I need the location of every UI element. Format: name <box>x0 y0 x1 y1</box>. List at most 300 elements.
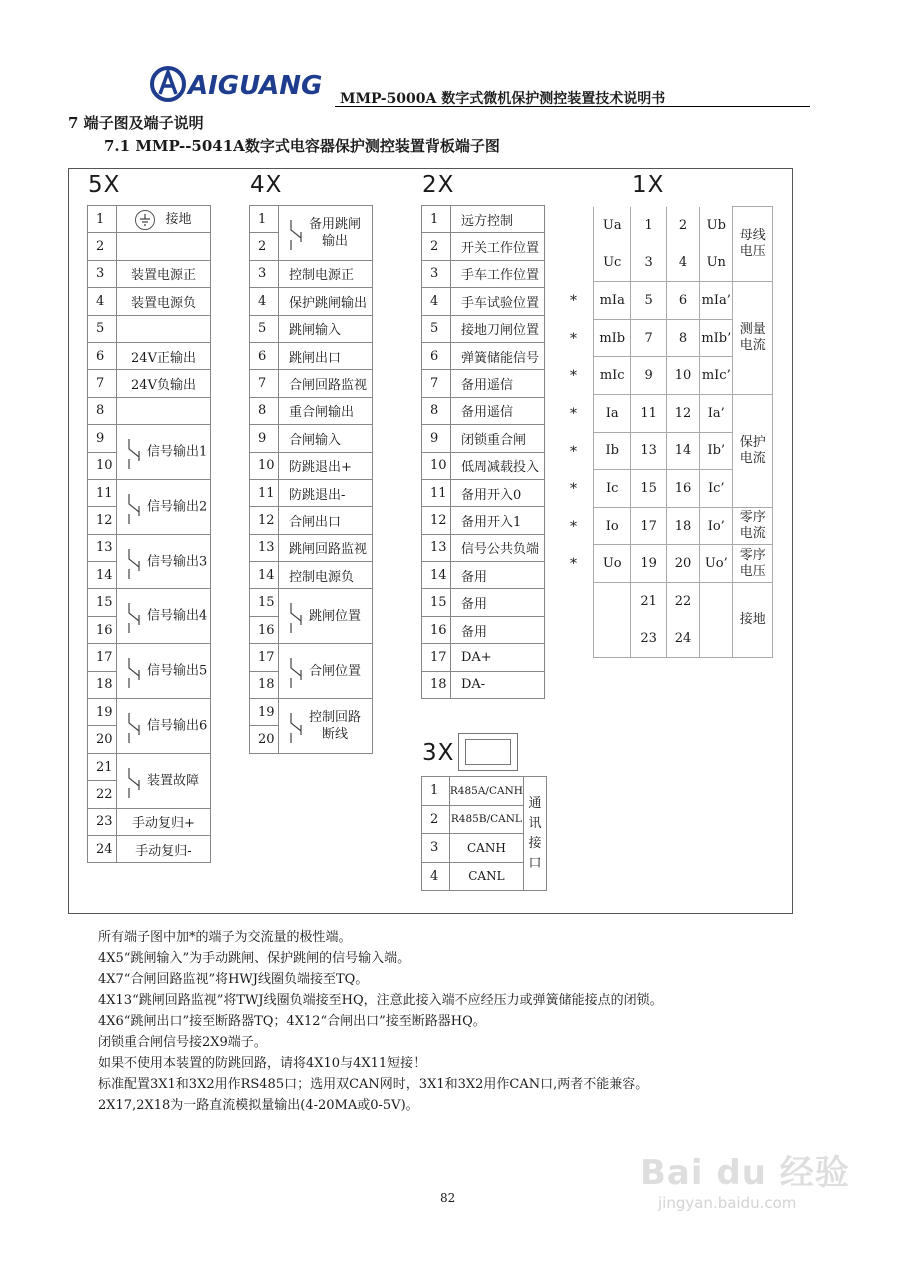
terminal-number: 23 <box>88 808 117 835</box>
terminal-row <box>250 260 373 287</box>
terminal-row <box>422 260 545 287</box>
terminal-number: 9 <box>250 425 279 452</box>
terminal-number: 19 <box>88 699 117 726</box>
terminal-label-text: 装置故障 <box>147 773 200 789</box>
terminal-label <box>117 206 211 233</box>
signal-group-line2: 电流 <box>739 526 766 542</box>
terminal-row <box>594 394 773 432</box>
terminal-label: 手动复归- <box>117 835 211 862</box>
terminal-number: 1 <box>422 206 451 233</box>
block-1x-table <box>593 206 773 658</box>
terminal-number: 4 <box>88 288 117 315</box>
signal-left: Io <box>594 507 631 545</box>
terminal-row <box>88 835 211 862</box>
block-1x-title: 1X <box>632 172 665 198</box>
terminal-row <box>422 370 545 397</box>
terminal-number: 24 <box>88 835 117 862</box>
terminal-row <box>88 479 211 506</box>
terminal-number: 8 <box>88 397 117 424</box>
relay-contact-icon <box>289 711 305 741</box>
terminal-row <box>422 397 545 424</box>
terminal-row <box>422 315 545 342</box>
terminal-label: 保护跳闸输出 <box>279 288 373 315</box>
terminal-label: 防跳退出- <box>279 479 373 506</box>
terminal-number-b: 2 <box>666 207 699 245</box>
watermark-url: jingyan.baidu.com <box>658 1194 797 1212</box>
terminal-label: 备用 <box>451 589 545 616</box>
terminal-row <box>422 342 545 369</box>
terminal-row <box>88 397 211 424</box>
relay-contact-icon <box>289 218 305 248</box>
terminal-row <box>250 342 373 369</box>
terminal-label: 24V正输出 <box>117 342 211 369</box>
comm-port-label-char: 接 <box>528 835 542 851</box>
signal-left: mIa <box>594 282 631 320</box>
terminal-label <box>117 233 211 260</box>
terminal-row <box>422 616 545 643</box>
terminal-label: 装置电源负 <box>117 288 211 315</box>
terminal-row <box>250 534 373 561</box>
signal-right: mIa’ <box>700 282 733 320</box>
signal-group-line2: 电压 <box>739 244 766 260</box>
terminal-number-a: 1 <box>631 207 666 245</box>
signal-group-line1: 保护 <box>739 434 766 450</box>
terminal-row <box>250 425 373 452</box>
terminal-number-a: 11 <box>631 394 666 432</box>
terminal-row <box>594 582 773 620</box>
terminal-label: 跳闸输入 <box>279 315 373 342</box>
terminal-number: 12 <box>250 507 279 534</box>
signal-group-line2: 电流 <box>739 338 766 354</box>
terminal-label <box>117 397 211 424</box>
terminal-label: 重合闸输出 <box>279 397 373 424</box>
terminal-number: 11 <box>422 479 451 506</box>
signal-left: mIc <box>594 357 631 395</box>
terminal-number-b: 22 <box>666 582 699 620</box>
signal-group-line2: 电流 <box>739 450 766 466</box>
terminal-number: 1 <box>88 206 117 233</box>
terminal-number: 7 <box>422 370 451 397</box>
terminal-row <box>88 342 211 369</box>
terminal-label-text: 信号输出2 <box>147 499 208 515</box>
terminal-number: 19 <box>250 699 279 726</box>
terminal-row <box>594 282 773 320</box>
terminal-row <box>88 699 211 726</box>
terminal-row <box>594 545 773 583</box>
watermark-brand: Bai du 经验 <box>640 1153 850 1193</box>
comm-port-label-char: 口 <box>528 855 542 871</box>
terminal-number-b: 6 <box>666 282 699 320</box>
terminal-row <box>88 260 211 287</box>
terminal-number: 6 <box>88 342 117 369</box>
terminal-label <box>279 644 373 699</box>
signal-right: Uo’ <box>700 545 733 583</box>
block-4x-table <box>249 205 373 754</box>
terminal-row <box>88 808 211 835</box>
terminal-label-line1: 跳闸位置 <box>309 608 362 624</box>
terminal-number: 21 <box>88 753 117 780</box>
watermark <box>640 1145 850 1212</box>
section-subtitle: 7.1 MMP--5041A数字式电容器保护测控装置背板端子图 <box>104 137 500 155</box>
terminal-number: 3 <box>88 260 117 287</box>
signal-left: Ua <box>594 207 631 245</box>
terminal-row <box>88 425 211 452</box>
terminal-number: 15 <box>250 589 279 616</box>
doc-title: MMP-5000A 数字式微机保护测控装置技术说明书 <box>340 91 666 107</box>
signal-group-label <box>733 282 773 395</box>
terminal-row <box>250 507 373 534</box>
terminal-number: 2 <box>250 233 279 260</box>
terminal-row <box>422 534 545 561</box>
terminal-label: 合闸回路监视 <box>279 370 373 397</box>
block-5x-title: 5X <box>88 172 121 198</box>
terminal-label: 备用遥信 <box>451 370 545 397</box>
terminal-row <box>250 206 373 233</box>
terminal-number-a: 13 <box>631 432 666 470</box>
signal-left: mIb <box>594 319 631 357</box>
terminal-label <box>117 479 211 534</box>
terminal-row <box>594 507 773 545</box>
polarity-star: * <box>570 406 577 422</box>
terminal-label: 备用 <box>451 562 545 589</box>
terminal-label: 备用开入1 <box>451 507 545 534</box>
signal-left: Ib <box>594 432 631 470</box>
terminal-row <box>422 777 547 806</box>
note-line: 4X7“合闸回路监视”将HWJ线圈负端接至TQ。 <box>98 972 369 987</box>
terminal-row <box>250 370 373 397</box>
terminal-number: 11 <box>88 479 117 506</box>
terminal-number: 10 <box>422 452 451 479</box>
terminal-number: 18 <box>250 671 279 698</box>
terminal-number: 7 <box>88 370 117 397</box>
terminal-row <box>422 479 545 506</box>
signal-left: Ia <box>594 394 631 432</box>
terminal-row <box>422 206 545 233</box>
signal-group-label <box>733 545 773 583</box>
terminal-row <box>88 206 211 233</box>
section-title: 7 端子图及端子说明 <box>68 114 204 132</box>
terminal-row <box>250 288 373 315</box>
terminal-number: 1 <box>250 206 279 233</box>
terminal-number: 11 <box>250 479 279 506</box>
polarity-star: * <box>570 293 577 310</box>
block-5x-table <box>87 205 211 863</box>
terminal-label-text: 信号输出4 <box>147 608 208 624</box>
note-line: 如果不使用本装置的防跳回路，请将4X10与4X11短接！ <box>98 1056 427 1071</box>
terminal-number: 5 <box>88 315 117 342</box>
terminal-number: 2 <box>422 805 450 834</box>
signal-group-line1: 母线 <box>739 228 766 244</box>
terminal-number: 18 <box>422 671 451 698</box>
terminal-label: 控制电源负 <box>279 562 373 589</box>
terminal-number-b: 4 <box>666 244 699 282</box>
note-line: 2X17,2X18为一路直流模拟量输出(4-20MA或0-5V)。 <box>98 1098 419 1113</box>
terminal-number: 13 <box>88 534 117 561</box>
terminal-label <box>279 699 373 754</box>
terminal-label: 远方控制 <box>451 206 545 233</box>
terminal-row <box>250 644 373 671</box>
terminal-number: 15 <box>422 589 451 616</box>
signal-group-label <box>733 394 773 507</box>
signal-group-label <box>733 507 773 545</box>
terminal-label <box>117 425 211 480</box>
note-line: 所有端子图中加*的端子为交流量的极性端。 <box>98 930 352 945</box>
terminal-label-text: 接地 <box>165 212 192 228</box>
terminal-row <box>88 589 211 616</box>
terminal-number: 14 <box>422 562 451 589</box>
signal-right: Ib’ <box>700 432 733 470</box>
terminal-number: 9 <box>422 425 451 452</box>
terminal-row <box>422 425 545 452</box>
polarity-star: * <box>570 330 577 347</box>
terminal-number-a: 17 <box>631 507 666 545</box>
signal-right: Ia’ <box>700 394 733 432</box>
signal-right: mIb’ <box>700 319 733 357</box>
terminal-label: 低周减载投入 <box>451 452 545 479</box>
terminal-label <box>117 644 211 699</box>
block-2x-table <box>421 205 545 699</box>
terminal-label: DA+ <box>451 644 545 671</box>
terminal-number: 16 <box>422 616 451 643</box>
signal-right: Ub <box>700 207 733 245</box>
terminal-label: 闭锁重合闸 <box>451 425 545 452</box>
signal-left: Uc <box>594 244 631 282</box>
relay-contact-icon <box>127 547 143 577</box>
terminal-number: 2 <box>88 233 117 260</box>
terminal-number-b: 10 <box>666 357 699 395</box>
terminal-label: 备用 <box>451 616 545 643</box>
terminal-row <box>88 370 211 397</box>
terminal-number-b: 20 <box>666 545 699 583</box>
terminal-label: 开关工作位置 <box>451 233 545 260</box>
terminal-number: 8 <box>422 397 451 424</box>
terminal-number: 13 <box>250 534 279 561</box>
comm-port-label-char: 通 <box>528 795 542 811</box>
terminal-number-b: 24 <box>666 620 699 658</box>
terminal-number-b: 14 <box>666 432 699 470</box>
terminal-number: 5 <box>250 315 279 342</box>
terminal-label-line2: 输出 <box>322 233 349 249</box>
terminal-row <box>88 288 211 315</box>
terminal-number-a: 5 <box>631 282 666 320</box>
terminal-number: 4 <box>422 288 451 315</box>
signal-right: Un <box>700 244 733 282</box>
terminal-label-text: 信号输出5 <box>147 663 208 679</box>
signal-right <box>700 620 733 658</box>
signal-group-label <box>733 207 773 282</box>
terminal-row <box>250 589 373 616</box>
relay-contact-icon <box>127 492 143 522</box>
signal-group-label <box>733 582 773 657</box>
terminal-number: 13 <box>422 534 451 561</box>
terminal-row <box>250 699 373 726</box>
terminal-label-text: 信号输出6 <box>147 718 208 734</box>
signal-right: Io’ <box>700 507 733 545</box>
terminal-number: 3 <box>250 260 279 287</box>
terminal-label: 手动复归+ <box>117 808 211 835</box>
note-line: 闭锁重合闸信号接2X9端子。 <box>98 1035 267 1050</box>
terminal-number: 12 <box>88 507 117 534</box>
terminal-row <box>422 507 545 534</box>
terminal-number: 3 <box>422 260 451 287</box>
terminal-number: 7 <box>250 370 279 397</box>
page-number: 82 <box>440 1191 456 1205</box>
terminal-row <box>422 452 545 479</box>
terminal-row <box>88 753 211 780</box>
terminal-label: 接地刀闸位置 <box>451 315 545 342</box>
terminal-label: 装置电源正 <box>117 260 211 287</box>
note-line: 标准配置3X1和3X2用作RS485口；选用双CAN网时，3X1和3X2用作CAN口,两者不能兼容。 <box>98 1077 649 1092</box>
terminal-row <box>250 479 373 506</box>
note-line: 4X5“跳闸输入”为手动跳闸、保护跳闸的信号输入端。 <box>98 951 411 966</box>
terminal-number: 10 <box>88 452 117 479</box>
signal-left: Uo <box>594 545 631 583</box>
terminal-label <box>279 589 373 644</box>
notes <box>98 927 663 1116</box>
ground-icon <box>135 210 155 230</box>
block-2x-title: 2X <box>422 172 455 198</box>
terminal-number: 4 <box>422 862 450 891</box>
signal-left: Ic <box>594 470 631 508</box>
note-line: 4X13“跳闸回路监视”将TWJ线圈负端接至HQ，注意此接入端不应经压力或弹簧储能接点的闭锁。 <box>98 993 663 1008</box>
block-4x-title: 4X <box>250 172 283 198</box>
terminal-label: DA- <box>451 671 545 698</box>
terminal-row <box>422 644 545 671</box>
terminal-number: 4 <box>250 288 279 315</box>
terminal-number: 12 <box>422 507 451 534</box>
polarity-star: * <box>570 481 577 498</box>
connector-port-icon <box>458 733 518 771</box>
terminal-label-line1: 控制回路 <box>309 709 362 725</box>
logo-wordmark: AIGUANG <box>188 71 323 101</box>
terminal-number-b: 18 <box>666 507 699 545</box>
terminal-row <box>594 207 773 245</box>
terminal-label-line2: 断线 <box>322 726 349 742</box>
terminal-number: 16 <box>250 616 279 643</box>
terminal-label: 信号公共负端 <box>451 534 545 561</box>
signal-right <box>700 582 733 620</box>
signal-group-line1: 测量 <box>739 322 766 338</box>
terminal-number-a: 23 <box>631 620 666 658</box>
terminal-number-a: 21 <box>631 582 666 620</box>
comm-port-label-char: 讯 <box>528 815 542 831</box>
polarity-star: * <box>570 518 577 535</box>
signal-group-line1: 接地 <box>739 612 766 628</box>
polarity-star: * <box>570 556 577 573</box>
signal-group-line1: 零序 <box>739 510 766 526</box>
terminal-number: 6 <box>422 342 451 369</box>
terminal-number-a: 7 <box>631 319 666 357</box>
relay-contact-icon <box>127 711 143 741</box>
terminal-label: 防跳退出+ <box>279 452 373 479</box>
terminal-number: 22 <box>88 781 117 808</box>
terminal-label: 手车工作位置 <box>451 260 545 287</box>
terminal-label: 跳闸回路监视 <box>279 534 373 561</box>
terminal-number: 17 <box>250 644 279 671</box>
terminal-row <box>88 644 211 671</box>
block-3x-title: 3X <box>422 740 455 766</box>
terminal-number-a: 9 <box>631 357 666 395</box>
terminal-number-a: 3 <box>631 244 666 282</box>
terminal-label: R485A/CANH <box>449 777 523 806</box>
note-line: 4X6“跳闸出口”接至断路器TQ；4X12“合闸出口”接至断路器HQ。 <box>98 1014 486 1029</box>
company-logo <box>150 64 335 104</box>
terminal-number: 15 <box>88 589 117 616</box>
terminal-number: 10 <box>250 452 279 479</box>
relay-contact-icon <box>289 601 305 631</box>
terminal-number: 14 <box>88 562 117 589</box>
terminal-row <box>250 315 373 342</box>
terminal-label <box>117 699 211 754</box>
signal-left <box>594 582 631 620</box>
terminal-row <box>422 233 545 260</box>
terminal-row <box>422 671 545 698</box>
terminal-label <box>117 589 211 644</box>
terminal-number: 14 <box>250 562 279 589</box>
terminal-row <box>250 397 373 424</box>
signal-right: mIc’ <box>700 357 733 395</box>
terminal-label <box>279 206 373 261</box>
terminal-label: 合闸出口 <box>279 507 373 534</box>
terminal-label: R485B/CANL <box>449 805 523 834</box>
terminal-row <box>422 562 545 589</box>
terminal-row <box>422 288 545 315</box>
terminal-label: 备用开入0 <box>451 479 545 506</box>
terminal-number: 20 <box>250 726 279 753</box>
terminal-label-line1: 备用跳闸 <box>309 216 362 232</box>
relay-contact-icon <box>127 766 143 796</box>
terminal-label: CANH <box>449 834 523 863</box>
terminal-label: 弹簧储能信号 <box>451 342 545 369</box>
terminal-number-b: 8 <box>666 319 699 357</box>
header-rule <box>335 106 810 107</box>
signal-group-line2: 电压 <box>739 563 766 579</box>
terminal-number: 20 <box>88 726 117 753</box>
terminal-row <box>250 562 373 589</box>
terminal-number-b: 12 <box>666 394 699 432</box>
terminal-number: 17 <box>88 644 117 671</box>
terminal-number: 9 <box>88 425 117 452</box>
terminal-row <box>88 233 211 260</box>
terminal-label: CANL <box>449 862 523 891</box>
terminal-label-text: 信号输出1 <box>147 444 208 460</box>
polarity-star: * <box>570 368 577 385</box>
terminal-label: 手车试验位置 <box>451 288 545 315</box>
terminal-number-b: 16 <box>666 470 699 508</box>
terminal-number: 5 <box>422 315 451 342</box>
comm-port-group-label <box>523 777 546 891</box>
terminal-number-a: 15 <box>631 470 666 508</box>
terminal-number: 2 <box>422 233 451 260</box>
terminal-label-line1: 合闸位置 <box>309 663 362 679</box>
terminal-number: 16 <box>88 616 117 643</box>
terminal-number: 17 <box>422 644 451 671</box>
terminal-label: 备用遥信 <box>451 397 545 424</box>
relay-contact-icon <box>127 601 143 631</box>
terminal-label <box>117 753 211 808</box>
signal-left <box>594 620 631 658</box>
signal-group-line1: 零序 <box>739 547 766 563</box>
terminal-row <box>422 589 545 616</box>
terminal-number: 18 <box>88 671 117 698</box>
terminal-number: 1 <box>422 777 450 806</box>
terminal-label: 24V负输出 <box>117 370 211 397</box>
relay-contact-icon <box>289 656 305 686</box>
polarity-star: * <box>570 443 577 460</box>
terminal-label: 跳闸出口 <box>279 342 373 369</box>
terminal-row <box>88 315 211 342</box>
terminal-row <box>250 452 373 479</box>
